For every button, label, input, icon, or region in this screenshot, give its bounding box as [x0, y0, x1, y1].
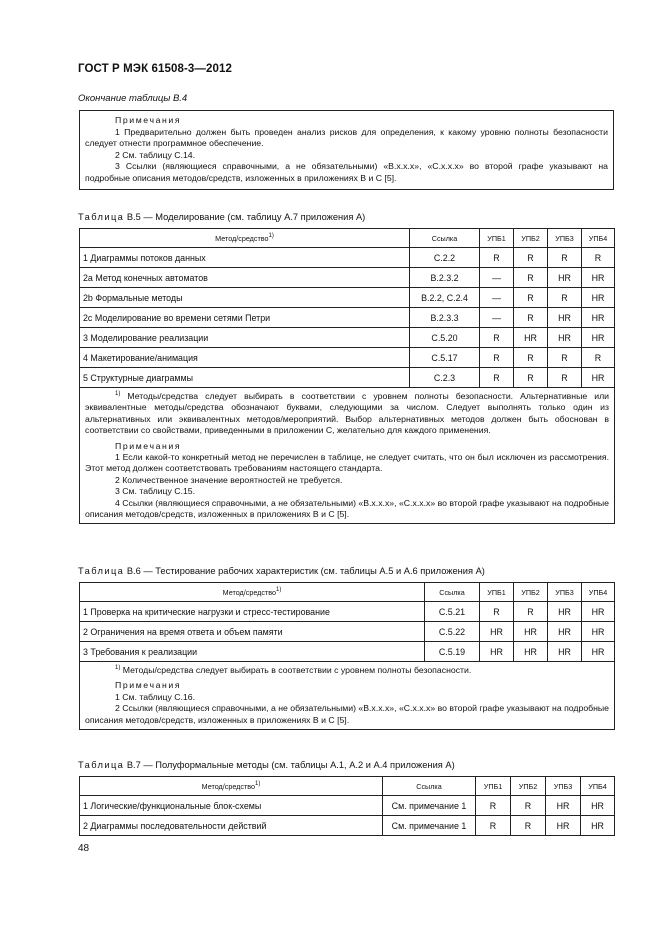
rating-cell: R	[514, 248, 548, 268]
column-header: УПБ1	[476, 777, 511, 796]
rating-cell: —	[480, 268, 514, 288]
rating-cell: HR	[582, 642, 615, 662]
table-header-row	[80, 229, 615, 248]
rating-cell: HR	[546, 816, 581, 836]
rating-cell: HR	[548, 622, 582, 642]
rating-cell: R	[548, 348, 582, 368]
table-body	[80, 796, 615, 836]
caption-text: В.7 — Полуформальные методы (см. таблицы А.1, А.2 и А.4 приложения А)	[124, 760, 455, 770]
reference-cell: В.2.3.3	[410, 308, 480, 328]
rating-cell: R	[514, 308, 548, 328]
rating-cell: HR	[582, 288, 615, 308]
column-header: УПБ2	[514, 583, 548, 602]
table-caption	[78, 212, 365, 222]
table-row	[80, 642, 615, 662]
rating-cell: HR	[514, 642, 548, 662]
rating-cell: HR	[581, 796, 615, 816]
table-row	[80, 328, 615, 348]
column-header: УПБ3	[548, 583, 582, 602]
rating-cell: —	[480, 308, 514, 328]
reference-cell: С.5.17	[410, 348, 480, 368]
rating-cell: HR	[582, 368, 615, 388]
rating-cell: HR	[514, 622, 548, 642]
note-item: 3 См. таблицу С.15.	[115, 486, 196, 497]
column-header: Метод/средство$^{1)}$	[80, 229, 410, 248]
table-row	[80, 602, 615, 622]
column-header: Ссылка	[383, 777, 476, 796]
column-header: УПБ4	[582, 229, 615, 248]
reference-cell: С.5.21	[425, 602, 480, 622]
note-item: 2 Ссылки (являющиеся справочными, а не обязательными) «В.х.х.х», «С.х.х.х» во второй графе указывают на подробные описания методов/средств, изложенных в приложениях В и С [5].	[85, 703, 609, 725]
rating-cell: R	[582, 248, 615, 268]
table-row	[80, 796, 615, 816]
notes-heading: Примечания	[115, 440, 182, 451]
table-row	[80, 288, 615, 308]
rating-cell: R	[480, 602, 514, 622]
column-header: УПБ4	[581, 777, 615, 796]
rating-cell: HR	[480, 642, 514, 662]
table-footnote: $^{1)}$ Методы/средства следует выбирать в соответствии с уровнем полноты безопасности. Примечания 1 См. таблицу С.16. 2 Ссылки (являющиеся справочными, а не обязательными) «В.х.х.х», «С.х.х.х» во второй графе указывают на подробные описания методов/средств, изложенных в приложениях В и С [5].	[80, 662, 615, 730]
note-item: 2 См. таблицу С.14.	[115, 149, 196, 160]
method-cell: 4 Макетирование/анимация	[80, 348, 410, 368]
reference-cell: С.2.3	[410, 368, 480, 388]
rating-cell: R	[582, 348, 615, 368]
rating-cell: R	[548, 288, 582, 308]
table-row	[80, 816, 615, 836]
rating-cell: R	[476, 816, 511, 836]
note-item: 1 Если какой-то конкретный метод не перечислен в таблице, не следует считать, что он был исключен из рассмотрения. Этот метод должен соответствовать требованиям настоящего стандарта.	[85, 452, 609, 474]
rating-cell: R	[480, 248, 514, 268]
method-cell: 1 Проверка на критические нагрузки и стресс-тестирование	[80, 602, 425, 622]
rating-cell: R	[480, 348, 514, 368]
rating-cell: HR	[548, 328, 582, 348]
note-item: 1 Предварительно должен быть проведен анализ рисков для определения, к какому уровню полноты безопасности следует отнести программное обеспечение.	[85, 126, 608, 148]
table-row	[80, 622, 615, 642]
method-cell: 2а Метод конечных автоматов	[80, 268, 410, 288]
note-item: 4 Ссылки (являющиеся справочными, а не обязательными) «В.х.х.х», «С.х.х.х» во второй графе указывают на подробные описания методов/средств, изложенных в приложениях В и С [5].	[85, 497, 609, 520]
rating-cell: HR	[480, 622, 514, 642]
table-body	[80, 602, 615, 662]
rating-cell: HR	[582, 268, 615, 288]
rating-cell: R	[511, 796, 546, 816]
caption-text: В.6 — Тестирование рабочих характеристик (см. таблицы А.5 и А.6 приложения А)	[124, 566, 485, 576]
note-item: 2 Количественное значение вероятностей не требуется.	[115, 474, 343, 485]
rating-cell: HR	[582, 308, 615, 328]
method-cell: 2с Моделирование во времени сетями Петри	[80, 308, 410, 328]
table-header-row	[80, 583, 615, 602]
caption-prefix: Таблица	[78, 760, 125, 770]
method-cell: 1 Диаграммы потоков данных	[80, 248, 410, 268]
note-item: 1 См. таблицу С.16.	[115, 691, 196, 702]
rating-cell: HR	[582, 328, 615, 348]
column-header: УПБ4	[582, 583, 615, 602]
rating-cell: R	[480, 368, 514, 388]
reference-cell: См. примечание 1	[383, 796, 476, 816]
table-row	[80, 268, 615, 288]
method-cell: 1 Логические/функциональные блок-схемы	[80, 796, 383, 816]
reference-cell: С.5.19	[425, 642, 480, 662]
rating-cell: —	[480, 288, 514, 308]
reference-cell: В.2.3.2	[410, 268, 480, 288]
rating-cell: HR	[548, 602, 582, 622]
rating-cell: R	[548, 368, 582, 388]
table-row	[80, 348, 615, 368]
method-cell: 2 Ограничения на время ответа и объем памяти	[80, 622, 425, 642]
reference-cell: С.5.20	[410, 328, 480, 348]
rating-cell: HR	[514, 328, 548, 348]
rating-cell: R	[514, 288, 548, 308]
rating-cell: R	[514, 348, 548, 368]
column-header: Ссылка	[410, 229, 480, 248]
method-cell: 2 Диаграммы последовательности действий	[80, 816, 383, 836]
reference-cell: В.2.2, С.2.4	[410, 288, 480, 308]
table-body	[80, 248, 615, 388]
table-b5	[79, 228, 615, 524]
standard-title: ГОСТ Р МЭК 61508-3—2012	[78, 63, 232, 75]
table-caption	[78, 760, 455, 770]
method-cell: 3 Моделирование реализации	[80, 328, 410, 348]
table-row	[80, 248, 615, 268]
table-header-row	[80, 777, 615, 796]
caption-prefix: Таблица	[78, 566, 125, 576]
method-cell: 2b Формальные методы	[80, 288, 410, 308]
column-header: УПБ3	[548, 229, 582, 248]
table-footnote-row	[80, 662, 615, 730]
column-header: УПБ3	[546, 777, 581, 796]
top-notes-box	[79, 110, 614, 190]
rating-cell: R	[548, 248, 582, 268]
page-number: 48	[78, 843, 90, 854]
table-footnote-row	[80, 388, 615, 524]
method-cell: 3 Требования к реализации	[80, 642, 425, 662]
caption-text: В.5 — Моделирование (см. таблицу А.7 приложения А)	[124, 212, 366, 222]
reference-cell: См. примечание 1	[383, 816, 476, 836]
method-cell: 5 Структурные диаграммы	[80, 368, 410, 388]
rating-cell: R	[480, 328, 514, 348]
column-header: УПБ1	[480, 229, 514, 248]
reference-cell: С.5.22	[425, 622, 480, 642]
table-b7	[79, 776, 615, 836]
column-header: УПБ2	[511, 777, 546, 796]
column-header: УПБ1	[480, 583, 514, 602]
rating-cell: HR	[548, 308, 582, 328]
rating-cell: HR	[548, 642, 582, 662]
rating-cell: R	[514, 268, 548, 288]
note-item: 3 Ссылки (являющиеся справочными, а не обязательными) «В.х.х.х», «С.х.х.х» во второй графе указывают на подробные описания методов/средств, изложенных в приложениях В и С [5].	[85, 161, 608, 183]
table-continuation-label: Окончание таблицы В.4	[78, 93, 188, 104]
rating-cell: HR	[546, 796, 581, 816]
rating-cell: HR	[548, 268, 582, 288]
notes-heading: Примечания	[115, 680, 182, 691]
table-row	[80, 368, 615, 388]
rating-cell: HR	[581, 816, 615, 836]
column-header: Метод/средство$^{1)}$	[80, 777, 383, 796]
table-b6	[79, 582, 615, 730]
table-footnote: $^{1)}$ Методы/средства следует выбирать в соответствии с уровнем полноты безопасности. Альтернативные или эквивалентные методы/средства обозначают буквами, следующими за числом. Следует выполнять только один из альтернативных или эквивалентных методов/мероприятий. Выбор альтернативных методов должен быть обоснован в соответствии со свойствами, приведенными в приложении С, желательно для каждого применения. Примечания 1 Если какой-то конкретный метод не перечислен в таблице, не следует считать, что он был исключен из рассмотрения. Этот метод должен соответствовать требованиям настоящего стандарта. 2 Количественное значение вероятностей не требуется. 3 См. таблицу С.15. 4 Ссылки (являющиеся справочными, а не обязательными) «В.х.х.х», «С.х.х.х» во второй графе указывают на подробные описания методов/средств, изложенных в приложениях В и С [5].	[80, 388, 615, 524]
reference-cell: С.2.2	[410, 248, 480, 268]
rating-cell: HR	[582, 622, 615, 642]
table-caption	[78, 566, 485, 576]
caption-prefix: Таблица	[78, 212, 125, 222]
column-header: УПБ2	[514, 229, 548, 248]
table-row	[80, 308, 615, 328]
notes-heading: Примечания	[115, 115, 182, 125]
rating-cell: R	[476, 796, 511, 816]
rating-cell: R	[511, 816, 546, 836]
rating-cell: HR	[582, 602, 615, 622]
column-header: Ссылка	[425, 583, 480, 602]
rating-cell: R	[514, 602, 548, 622]
rating-cell: R	[514, 368, 548, 388]
column-header: Метод/средство$^{1)}$	[80, 583, 425, 602]
